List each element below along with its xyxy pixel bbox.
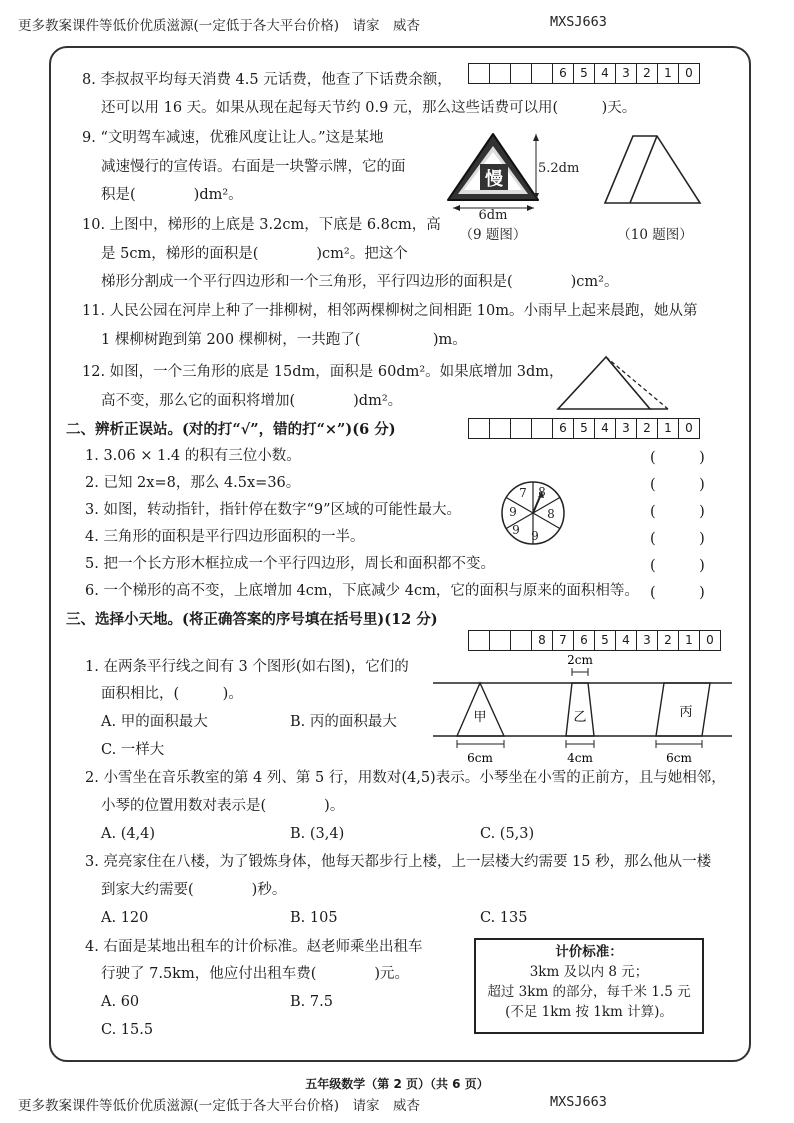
- section3-title: 三、选择小天地。(将正确答案的序号填在括号里)(12 分): [66, 611, 438, 628]
- fig10-caption: （10 题图）: [617, 227, 693, 243]
- answer-paren-4[interactable]: ( ): [650, 531, 705, 547]
- score-cell: [532, 419, 553, 438]
- footer-page-number: 五年级数学（第 2 页）（共 6 页）: [305, 1077, 489, 1091]
- s3-q4-option-a[interactable]: A. 60: [101, 994, 140, 1010]
- spinner-sector-4: 9: [512, 523, 520, 537]
- q9-line1: 9. “文明驾车减速，优雅风度让让人。”这是某地: [82, 130, 384, 146]
- s3-q3-option-b[interactable]: B. 105: [290, 910, 338, 926]
- answer-paren-3[interactable]: ( ): [650, 504, 705, 520]
- score-cell: 3: [616, 64, 637, 83]
- q10-line2: 是 5cm，梯形的面积是( )cm²。把这个: [101, 246, 408, 262]
- s3-q2-line1: 2. 小雪坐在音乐教室的第 4 列、第 5 行，用数对(4,5)表示。小琴坐在小雪的正前方，且与她相邻，: [85, 770, 726, 786]
- score-cell: [469, 419, 490, 438]
- score-cell: 6: [553, 64, 574, 83]
- score-cell: 4: [595, 64, 616, 83]
- score-cell: 5: [574, 64, 595, 83]
- s3-q4-option-b[interactable]: B. 7.5: [290, 994, 333, 1010]
- footer-code: MXSJ663: [550, 1094, 607, 1110]
- fig10-trapezoid: [600, 128, 730, 248]
- score-cell: 5: [574, 419, 595, 438]
- sec2-item-2: 2. 已知 2x=8，那么 4.5x=36。: [85, 475, 301, 491]
- section2-title: 二、辨析正误站。(对的打“√”，错的打“×”)(6 分): [66, 421, 396, 438]
- sec2-item-3: 3. 如图，转动指针，指针停在数字“9”区域的可能性最大。: [85, 502, 461, 518]
- answer-paren-2[interactable]: ( ): [650, 477, 705, 493]
- score-cell: 2: [658, 631, 679, 650]
- s3-fig-yi: 乙: [573, 710, 587, 725]
- score-cell: 7: [553, 631, 574, 650]
- spinner-sector-6: 7: [519, 486, 527, 500]
- sec2-item-1: 1. 3.06 × 1.4 的积有三位小数。: [85, 448, 301, 464]
- s3-q4-line2: 行驶了 7.5km，他应付出租车费( )元。: [101, 966, 410, 982]
- score-cell: 1: [658, 64, 679, 83]
- q12-line2: 高不变，那么它的面积将增加( )dm²。: [101, 393, 403, 409]
- score-cell: [490, 631, 511, 650]
- score-cell: [490, 64, 511, 83]
- sec2-item-6: 6. 一个梯形的高不变，上底增加 4cm，下底减少 4cm，它的面积与原来的面积相等。: [85, 583, 639, 599]
- s3-q3-option-a[interactable]: A. 120: [101, 910, 149, 926]
- sec2-item-4: 4. 三角形的面积是平行四边形面积的一半。: [85, 529, 365, 545]
- score-box-section3: [468, 630, 721, 651]
- score-cell: [490, 419, 511, 438]
- s3-fig-bing: 丙: [679, 705, 693, 720]
- price-title: 计价标准：: [555, 944, 623, 960]
- score-cell: 3: [637, 631, 658, 650]
- score-cell: 0: [685, 421, 693, 435]
- price-line1: 3km 及以内 8 元；: [529, 964, 649, 980]
- score-cell: 0: [685, 66, 693, 80]
- answer-paren-6[interactable]: ( ): [650, 585, 705, 601]
- score-cell: [511, 64, 532, 83]
- fig9-base-label: 6dm: [478, 208, 508, 223]
- answer-paren-1[interactable]: ( ): [650, 450, 705, 466]
- s3-q3-line2: 到家大约需要( )秒。: [101, 882, 287, 898]
- fig9-sign-text: 慢: [485, 169, 503, 190]
- s3-q1-option-c[interactable]: C. 一样大: [101, 742, 165, 758]
- s3-q2-option-b[interactable]: B. (3,4): [290, 826, 345, 842]
- s3-q4-option-c[interactable]: C. 15.5: [101, 1022, 154, 1038]
- s3-q1-line1: 1. 在两条平行线之间有 3 个图形(如右图)，它们的: [85, 659, 409, 675]
- score-cell: 4: [616, 631, 637, 650]
- s3-q1-option-b[interactable]: B. 丙的面积最大: [290, 714, 397, 730]
- q12-triangle-figure: [550, 352, 670, 414]
- footer-watermark-text: 更多教案课件等低价优质滋源(一定低于各大平台价格) 请家 威杏: [18, 1098, 421, 1114]
- s3-fig-dim2: 4cm: [567, 751, 593, 765]
- score-box-section1: [468, 63, 700, 84]
- fig9-warning-sign: [440, 128, 580, 248]
- s3-q2-option-a[interactable]: A. (4,4): [101, 826, 156, 842]
- score-cell: [532, 64, 553, 83]
- q9-line2: 减速慢行的宣传语。右面是一块警示牌，它的面: [101, 159, 406, 175]
- score-cell: 6: [553, 419, 574, 438]
- q10-line3: 梯形分割成一个平行四边形和一个三角形，平行四边形的面积是( )cm²。: [101, 274, 619, 290]
- spinner-sector-5: 9: [509, 505, 517, 519]
- score-cell: 3: [616, 419, 637, 438]
- fig9-caption: （9 题图）: [459, 227, 527, 243]
- s3-fig-jia: 甲: [473, 710, 487, 725]
- score-cell: [511, 631, 532, 650]
- header-watermark-text: 更多教案课件等低价优质滋源(一定低于各大平台价格) 请家 威杏: [18, 18, 421, 34]
- q11-line1: 11. 人民公园在河岸上种了一排柳树，相邻两棵柳树之间相距 10m。小雨早上起来晨跑，她从第: [82, 303, 698, 319]
- fig9-height-label: 5.2dm: [538, 161, 580, 176]
- score-cell: 1: [679, 631, 700, 650]
- q9-line3: 积是( )dm²。: [101, 187, 243, 203]
- score-box-section2: [468, 418, 700, 439]
- s3-fig-dim3: 6cm: [666, 751, 692, 765]
- s3-fig-dim1: 6cm: [467, 751, 493, 765]
- spinner-sector-1: 8: [538, 485, 546, 499]
- s3-q1-option-a[interactable]: A. 甲的面积最大: [101, 714, 208, 730]
- score-cell: [469, 64, 490, 83]
- q8-line1: 8. 李叔叔平均每天消费 4.5 元话费，他查了下话费余额，: [82, 72, 452, 88]
- score-cell: 8: [532, 631, 553, 650]
- s3-q3-line1: 3. 亮亮家住在八楼，为了锻炼身体，他每天都步行上楼，上一层楼大约需要 15 秒，那么他从一楼: [85, 854, 712, 870]
- header-code: MXSJ663: [550, 14, 607, 30]
- score-cell: [511, 419, 532, 438]
- q12-line1: 12. 如图，一个三角形的底是 15dm，面积是 60dm²。如果底增加 3dm，: [82, 364, 564, 380]
- price-line2: 超过 3km 的部分，每千米 1.5 元: [487, 984, 691, 1000]
- taxi-price-standard-box: [474, 938, 704, 1034]
- spinner-sector-3: 9: [531, 529, 539, 543]
- score-cell: [469, 631, 490, 650]
- s3-q1-parallel-figure: [430, 650, 735, 768]
- s3-q3-option-c[interactable]: C. 135: [480, 910, 528, 926]
- answer-paren-5[interactable]: ( ): [650, 558, 705, 574]
- score-cell: 1: [658, 419, 679, 438]
- score-cell: 2: [637, 64, 658, 83]
- q8-line2: 还可以用 16 天。如果从现在起每天节约 0.9 元，那么这些话费可以用( )天。: [101, 100, 637, 116]
- score-cell: 2: [637, 419, 658, 438]
- spinner-sector-2: 8: [547, 507, 555, 521]
- score-cell: 4: [595, 419, 616, 438]
- s3-q2-line2: 小琴的位置用数对表示是( )。: [101, 798, 345, 814]
- s3-q4-line1: 4. 右面是某地出租车的计价标准。赵老师乘坐出租车: [85, 939, 423, 955]
- spinner-figure: [498, 478, 568, 548]
- s3-fig-top-label: 2cm: [567, 653, 593, 667]
- score-cell: 6: [574, 631, 595, 650]
- price-line3: (不足 1km 按 1km 计算)。: [505, 1004, 673, 1020]
- score-cell: 5: [595, 631, 616, 650]
- q10-line1: 10. 上图中，梯形的上底是 3.2cm，下底是 6.8cm，高: [82, 217, 441, 233]
- s3-q2-option-c[interactable]: C. (5,3): [480, 826, 535, 842]
- q11-line2: 1 棵柳树跑到第 200 棵柳树，一共跑了( )m。: [101, 332, 467, 348]
- s3-q1-line2: 面积相比，( )。: [101, 686, 243, 702]
- score-cell: 0: [706, 633, 714, 647]
- sec2-item-5: 5. 把一个长方形木框拉成一个平行四边形，周长和面积都不变。: [85, 556, 495, 572]
